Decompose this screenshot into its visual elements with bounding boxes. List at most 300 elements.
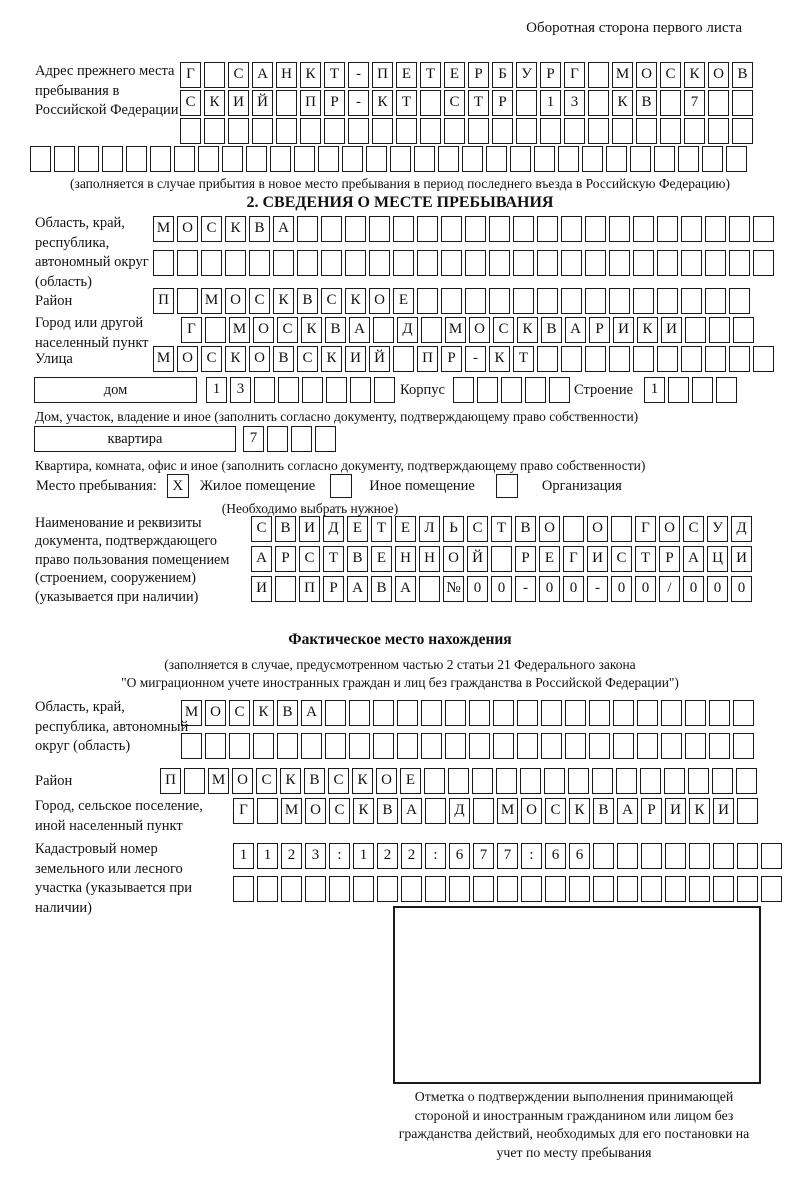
char-cell[interactable] xyxy=(633,250,654,276)
char-cell[interactable]: 0 xyxy=(731,576,752,602)
char-cell[interactable] xyxy=(397,700,418,726)
char-cell[interactable] xyxy=(275,576,296,602)
char-cell[interactable]: И xyxy=(731,546,752,572)
char-cell[interactable] xyxy=(204,62,225,88)
char-cell[interactable]: И xyxy=(228,90,249,116)
char-cell[interactable] xyxy=(342,146,363,172)
char-cell[interactable] xyxy=(78,146,99,172)
char-cell[interactable]: Й xyxy=(467,546,488,572)
char-cell[interactable] xyxy=(441,250,462,276)
char-cell[interactable]: С xyxy=(328,768,349,794)
char-cell[interactable] xyxy=(421,700,442,726)
char-cell[interactable]: С xyxy=(299,546,320,572)
char-cell[interactable] xyxy=(517,733,538,759)
char-cell[interactable] xyxy=(393,250,414,276)
char-cell[interactable] xyxy=(324,118,345,144)
char-cell[interactable] xyxy=(441,288,462,314)
char-cell[interactable]: 6 xyxy=(569,843,590,869)
char-cell[interactable]: К xyxy=(489,346,510,372)
char-cell[interactable]: С xyxy=(660,62,681,88)
char-cell[interactable] xyxy=(325,733,346,759)
char-cell[interactable] xyxy=(709,317,730,343)
char-cell[interactable]: К xyxy=(517,317,538,343)
char-cell[interactable]: С xyxy=(229,700,250,726)
char-cell[interactable]: В xyxy=(273,346,294,372)
char-cell[interactable]: 1 xyxy=(257,843,278,869)
char-cell[interactable] xyxy=(761,876,782,902)
char-cell[interactable] xyxy=(177,250,198,276)
char-cell[interactable]: В xyxy=(275,516,296,542)
char-cell[interactable] xyxy=(708,118,729,144)
checkbox-organization[interactable] xyxy=(496,474,518,498)
char-cell[interactable] xyxy=(462,146,483,172)
char-cell[interactable] xyxy=(702,146,723,172)
char-cell[interactable]: О xyxy=(469,317,490,343)
char-cell[interactable]: И xyxy=(613,317,634,343)
char-cell[interactable] xyxy=(585,250,606,276)
char-cell[interactable]: Т xyxy=(635,546,656,572)
char-cell[interactable]: : xyxy=(329,843,350,869)
char-cell[interactable] xyxy=(229,733,250,759)
char-cell[interactable]: М xyxy=(445,317,466,343)
char-cell[interactable]: И xyxy=(665,798,686,824)
char-cell[interactable] xyxy=(438,146,459,172)
char-cell[interactable]: Г xyxy=(180,62,201,88)
char-cell[interactable] xyxy=(609,216,630,242)
char-cell[interactable] xyxy=(184,768,205,794)
char-cell[interactable]: П xyxy=(160,768,181,794)
char-cell[interactable]: Р xyxy=(641,798,662,824)
char-cell[interactable]: А xyxy=(565,317,586,343)
char-cell[interactable] xyxy=(657,346,678,372)
char-cell[interactable] xyxy=(692,377,713,403)
char-cell[interactable] xyxy=(491,546,512,572)
char-cell[interactable] xyxy=(641,876,662,902)
char-cell[interactable] xyxy=(349,700,370,726)
char-cell[interactable]: 2 xyxy=(377,843,398,869)
char-cell[interactable] xyxy=(198,146,219,172)
char-cell[interactable] xyxy=(660,90,681,116)
char-cell[interactable] xyxy=(561,250,582,276)
char-cell[interactable]: А xyxy=(617,798,638,824)
char-cell[interactable]: М xyxy=(208,768,229,794)
char-cell[interactable] xyxy=(685,700,706,726)
char-cell[interactable] xyxy=(372,118,393,144)
char-cell[interactable] xyxy=(294,146,315,172)
char-cell[interactable]: И xyxy=(661,317,682,343)
char-cell[interactable]: Б xyxy=(492,62,513,88)
char-cell[interactable] xyxy=(278,377,299,403)
char-cell[interactable]: Ц xyxy=(707,546,728,572)
char-cell[interactable]: С xyxy=(228,62,249,88)
char-cell[interactable] xyxy=(558,146,579,172)
char-cell[interactable]: Т xyxy=(324,62,345,88)
char-cell[interactable] xyxy=(300,118,321,144)
char-cell[interactable]: С xyxy=(251,516,272,542)
char-cell[interactable]: А xyxy=(301,700,322,726)
char-cell[interactable]: С xyxy=(180,90,201,116)
char-cell[interactable]: Г xyxy=(181,317,202,343)
char-cell[interactable] xyxy=(348,118,369,144)
char-cell[interactable]: М xyxy=(181,700,202,726)
char-cell[interactable] xyxy=(729,250,750,276)
char-cell[interactable] xyxy=(753,250,774,276)
char-cell[interactable] xyxy=(729,346,750,372)
char-cell[interactable]: К xyxy=(253,700,274,726)
char-cell[interactable] xyxy=(588,62,609,88)
char-cell[interactable]: С xyxy=(249,288,270,314)
char-cell[interactable]: Й xyxy=(369,346,390,372)
char-cell[interactable] xyxy=(397,733,418,759)
char-cell[interactable]: И xyxy=(345,346,366,372)
char-cell[interactable] xyxy=(373,700,394,726)
char-cell[interactable] xyxy=(588,90,609,116)
char-cell[interactable] xyxy=(257,876,278,902)
char-cell[interactable]: О xyxy=(249,346,270,372)
char-cell[interactable] xyxy=(126,146,147,172)
char-cell[interactable] xyxy=(521,876,542,902)
char-cell[interactable]: В xyxy=(636,90,657,116)
char-cell[interactable]: И xyxy=(251,576,272,602)
char-cell[interactable] xyxy=(737,798,758,824)
char-cell[interactable]: С xyxy=(321,288,342,314)
char-cell[interactable] xyxy=(681,288,702,314)
char-cell[interactable]: В xyxy=(377,798,398,824)
char-cell[interactable]: 0 xyxy=(491,576,512,602)
char-cell[interactable] xyxy=(713,876,734,902)
char-cell[interactable] xyxy=(609,346,630,372)
char-cell[interactable]: С xyxy=(493,317,514,343)
char-cell[interactable]: Н xyxy=(276,62,297,88)
char-cell[interactable]: М xyxy=(153,216,174,242)
char-cell[interactable]: О xyxy=(659,516,680,542)
char-cell[interactable] xyxy=(513,288,534,314)
char-cell[interactable] xyxy=(233,876,254,902)
char-cell[interactable] xyxy=(541,733,562,759)
char-cell[interactable] xyxy=(729,216,750,242)
char-cell[interactable] xyxy=(569,876,590,902)
char-cell[interactable]: П xyxy=(417,346,438,372)
char-cell[interactable]: О xyxy=(708,62,729,88)
char-cell[interactable]: Р xyxy=(515,546,536,572)
char-cell[interactable] xyxy=(537,216,558,242)
char-cell[interactable]: В xyxy=(593,798,614,824)
char-cell[interactable] xyxy=(493,700,514,726)
char-cell[interactable] xyxy=(565,733,586,759)
char-cell[interactable] xyxy=(517,700,538,726)
char-cell[interactable]: В xyxy=(515,516,536,542)
char-cell[interactable] xyxy=(369,250,390,276)
char-cell[interactable] xyxy=(349,733,370,759)
char-cell[interactable] xyxy=(246,146,267,172)
char-cell[interactable] xyxy=(582,146,603,172)
char-cell[interactable]: К xyxy=(612,90,633,116)
char-cell[interactable]: С xyxy=(201,216,222,242)
char-cell[interactable]: Р xyxy=(323,576,344,602)
char-cell[interactable] xyxy=(716,377,737,403)
char-cell[interactable] xyxy=(537,250,558,276)
char-cell[interactable] xyxy=(705,288,726,314)
char-cell[interactable]: В xyxy=(325,317,346,343)
char-cell[interactable]: С xyxy=(277,317,298,343)
char-cell[interactable]: - xyxy=(465,346,486,372)
char-cell[interactable]: 2 xyxy=(401,843,422,869)
char-cell[interactable]: 7 xyxy=(473,843,494,869)
char-cell[interactable]: А xyxy=(251,546,272,572)
char-cell[interactable] xyxy=(468,118,489,144)
char-cell[interactable] xyxy=(421,317,442,343)
char-cell[interactable]: В xyxy=(371,576,392,602)
char-cell[interactable]: О xyxy=(205,700,226,726)
char-cell[interactable] xyxy=(257,798,278,824)
char-cell[interactable]: 0 xyxy=(683,576,704,602)
char-cell[interactable] xyxy=(445,700,466,726)
char-cell[interactable] xyxy=(513,216,534,242)
char-cell[interactable]: Т xyxy=(513,346,534,372)
char-cell[interactable]: П xyxy=(153,288,174,314)
char-cell[interactable]: 0 xyxy=(611,576,632,602)
char-cell[interactable] xyxy=(732,118,753,144)
char-cell[interactable]: М xyxy=(497,798,518,824)
char-cell[interactable]: К xyxy=(352,768,373,794)
char-cell[interactable] xyxy=(277,733,298,759)
char-cell[interactable] xyxy=(549,377,570,403)
char-cell[interactable]: 7 xyxy=(497,843,518,869)
char-cell[interactable]: Т xyxy=(491,516,512,542)
char-cell[interactable]: О xyxy=(253,317,274,343)
char-cell[interactable] xyxy=(489,216,510,242)
char-cell[interactable]: К xyxy=(372,90,393,116)
char-cell[interactable] xyxy=(705,216,726,242)
char-cell[interactable]: 0 xyxy=(563,576,584,602)
char-cell[interactable] xyxy=(705,250,726,276)
char-cell[interactable]: К xyxy=(689,798,710,824)
char-cell[interactable] xyxy=(761,843,782,869)
char-cell[interactable] xyxy=(449,876,470,902)
char-cell[interactable] xyxy=(510,146,531,172)
char-cell[interactable] xyxy=(513,250,534,276)
char-cell[interactable] xyxy=(329,876,350,902)
char-cell[interactable]: - xyxy=(348,62,369,88)
char-cell[interactable] xyxy=(540,118,561,144)
char-cell[interactable]: К xyxy=(684,62,705,88)
char-cell[interactable]: - xyxy=(348,90,369,116)
char-cell[interactable] xyxy=(654,146,675,172)
char-cell[interactable]: М xyxy=(612,62,633,88)
char-cell[interactable] xyxy=(477,377,498,403)
char-cell[interactable] xyxy=(617,843,638,869)
char-cell[interactable] xyxy=(612,118,633,144)
char-cell[interactable] xyxy=(726,146,747,172)
char-cell[interactable] xyxy=(492,118,513,144)
char-cell[interactable]: Е xyxy=(396,62,417,88)
char-cell[interactable]: О xyxy=(369,288,390,314)
char-cell[interactable]: В xyxy=(277,700,298,726)
char-cell[interactable] xyxy=(222,146,243,172)
char-cell[interactable] xyxy=(593,876,614,902)
char-cell[interactable]: : xyxy=(425,843,446,869)
char-cell[interactable]: А xyxy=(395,576,416,602)
char-cell[interactable] xyxy=(30,146,51,172)
char-cell[interactable] xyxy=(350,377,371,403)
char-cell[interactable] xyxy=(228,118,249,144)
char-cell[interactable] xyxy=(420,90,441,116)
char-cell[interactable] xyxy=(473,798,494,824)
char-cell[interactable] xyxy=(501,377,522,403)
char-cell[interactable] xyxy=(589,700,610,726)
char-cell[interactable]: В xyxy=(297,288,318,314)
char-cell[interactable]: Р xyxy=(659,546,680,572)
char-cell[interactable]: В xyxy=(732,62,753,88)
char-cell[interactable]: Е xyxy=(539,546,560,572)
char-cell[interactable]: 7 xyxy=(684,90,705,116)
char-cell[interactable] xyxy=(588,118,609,144)
char-cell[interactable]: Е xyxy=(395,516,416,542)
char-cell[interactable]: Т xyxy=(396,90,417,116)
char-cell[interactable] xyxy=(465,216,486,242)
char-cell[interactable] xyxy=(681,216,702,242)
char-cell[interactable] xyxy=(733,317,754,343)
char-cell[interactable]: Е xyxy=(371,546,392,572)
char-cell[interactable] xyxy=(201,250,222,276)
char-cell[interactable]: В xyxy=(249,216,270,242)
char-cell[interactable]: С xyxy=(545,798,566,824)
char-cell[interactable] xyxy=(345,250,366,276)
char-cell[interactable] xyxy=(305,876,326,902)
char-cell[interactable] xyxy=(270,146,291,172)
char-cell[interactable]: М xyxy=(201,288,222,314)
char-cell[interactable]: Т xyxy=(420,62,441,88)
char-cell[interactable] xyxy=(689,876,710,902)
char-cell[interactable]: О xyxy=(443,546,464,572)
char-cell[interactable]: О xyxy=(636,62,657,88)
char-cell[interactable]: К xyxy=(569,798,590,824)
char-cell[interactable] xyxy=(301,733,322,759)
char-cell[interactable] xyxy=(661,700,682,726)
char-cell[interactable] xyxy=(657,250,678,276)
char-cell[interactable] xyxy=(345,216,366,242)
char-cell[interactable] xyxy=(713,843,734,869)
char-cell[interactable]: 2 xyxy=(281,843,302,869)
char-cell[interactable] xyxy=(204,118,225,144)
char-cell[interactable]: С xyxy=(297,346,318,372)
char-cell[interactable] xyxy=(417,216,438,242)
char-cell[interactable]: С xyxy=(329,798,350,824)
char-cell[interactable] xyxy=(733,733,754,759)
char-cell[interactable]: К xyxy=(204,90,225,116)
char-cell[interactable] xyxy=(520,768,541,794)
char-cell[interactable] xyxy=(315,426,336,452)
char-cell[interactable]: 1 xyxy=(353,843,374,869)
char-cell[interactable] xyxy=(401,876,422,902)
char-cell[interactable]: Р xyxy=(589,317,610,343)
char-cell[interactable] xyxy=(609,250,630,276)
char-cell[interactable]: П xyxy=(299,576,320,602)
char-cell[interactable]: 0 xyxy=(635,576,656,602)
char-cell[interactable]: Р xyxy=(275,546,296,572)
char-cell[interactable]: Е xyxy=(400,768,421,794)
char-cell[interactable] xyxy=(613,700,634,726)
char-cell[interactable] xyxy=(617,876,638,902)
char-cell[interactable] xyxy=(541,700,562,726)
char-cell[interactable] xyxy=(493,733,514,759)
char-cell[interactable] xyxy=(496,768,517,794)
char-cell[interactable] xyxy=(637,700,658,726)
char-cell[interactable]: А xyxy=(347,576,368,602)
char-cell[interactable] xyxy=(688,768,709,794)
char-cell[interactable]: И xyxy=(587,546,608,572)
char-cell[interactable] xyxy=(486,146,507,172)
char-cell[interactable]: С xyxy=(201,346,222,372)
char-cell[interactable]: О xyxy=(587,516,608,542)
char-cell[interactable]: - xyxy=(587,576,608,602)
char-cell[interactable] xyxy=(753,346,774,372)
char-cell[interactable] xyxy=(318,146,339,172)
char-cell[interactable]: 6 xyxy=(545,843,566,869)
char-cell[interactable] xyxy=(516,90,537,116)
char-cell[interactable] xyxy=(448,768,469,794)
char-cell[interactable]: Ь xyxy=(443,516,464,542)
char-cell[interactable] xyxy=(390,146,411,172)
char-cell[interactable]: О xyxy=(232,768,253,794)
char-cell[interactable] xyxy=(497,876,518,902)
char-cell[interactable] xyxy=(465,288,486,314)
char-cell[interactable] xyxy=(593,843,614,869)
char-cell[interactable] xyxy=(249,250,270,276)
char-cell[interactable] xyxy=(689,843,710,869)
char-cell[interactable]: Н xyxy=(395,546,416,572)
char-cell[interactable] xyxy=(736,768,757,794)
char-cell[interactable] xyxy=(641,843,662,869)
char-cell[interactable] xyxy=(537,288,558,314)
char-cell[interactable] xyxy=(611,516,632,542)
char-cell[interactable]: М xyxy=(229,317,250,343)
char-cell[interactable]: К xyxy=(225,346,246,372)
char-cell[interactable]: С xyxy=(611,546,632,572)
char-cell[interactable]: О xyxy=(177,216,198,242)
char-cell[interactable] xyxy=(414,146,435,172)
char-cell[interactable] xyxy=(633,346,654,372)
char-cell[interactable] xyxy=(276,90,297,116)
char-cell[interactable] xyxy=(660,118,681,144)
char-cell[interactable] xyxy=(665,876,686,902)
char-cell[interactable]: У xyxy=(516,62,537,88)
char-cell[interactable] xyxy=(425,876,446,902)
char-cell[interactable] xyxy=(291,426,312,452)
char-cell[interactable] xyxy=(419,576,440,602)
char-cell[interactable] xyxy=(453,377,474,403)
char-cell[interactable]: Р xyxy=(468,62,489,88)
char-cell[interactable] xyxy=(267,426,288,452)
char-cell[interactable] xyxy=(685,317,706,343)
char-cell[interactable] xyxy=(708,90,729,116)
char-cell[interactable]: К xyxy=(225,216,246,242)
char-cell[interactable] xyxy=(678,146,699,172)
char-cell[interactable]: О xyxy=(225,288,246,314)
char-cell[interactable] xyxy=(444,118,465,144)
char-cell[interactable]: Е xyxy=(347,516,368,542)
char-cell[interactable] xyxy=(665,843,686,869)
char-cell[interactable]: К xyxy=(301,317,322,343)
char-cell[interactable] xyxy=(732,90,753,116)
char-cell[interactable] xyxy=(472,768,493,794)
char-cell[interactable] xyxy=(705,346,726,372)
char-cell[interactable] xyxy=(633,216,654,242)
char-cell[interactable] xyxy=(685,733,706,759)
char-cell[interactable] xyxy=(297,250,318,276)
char-cell[interactable] xyxy=(657,216,678,242)
char-cell[interactable] xyxy=(712,768,733,794)
